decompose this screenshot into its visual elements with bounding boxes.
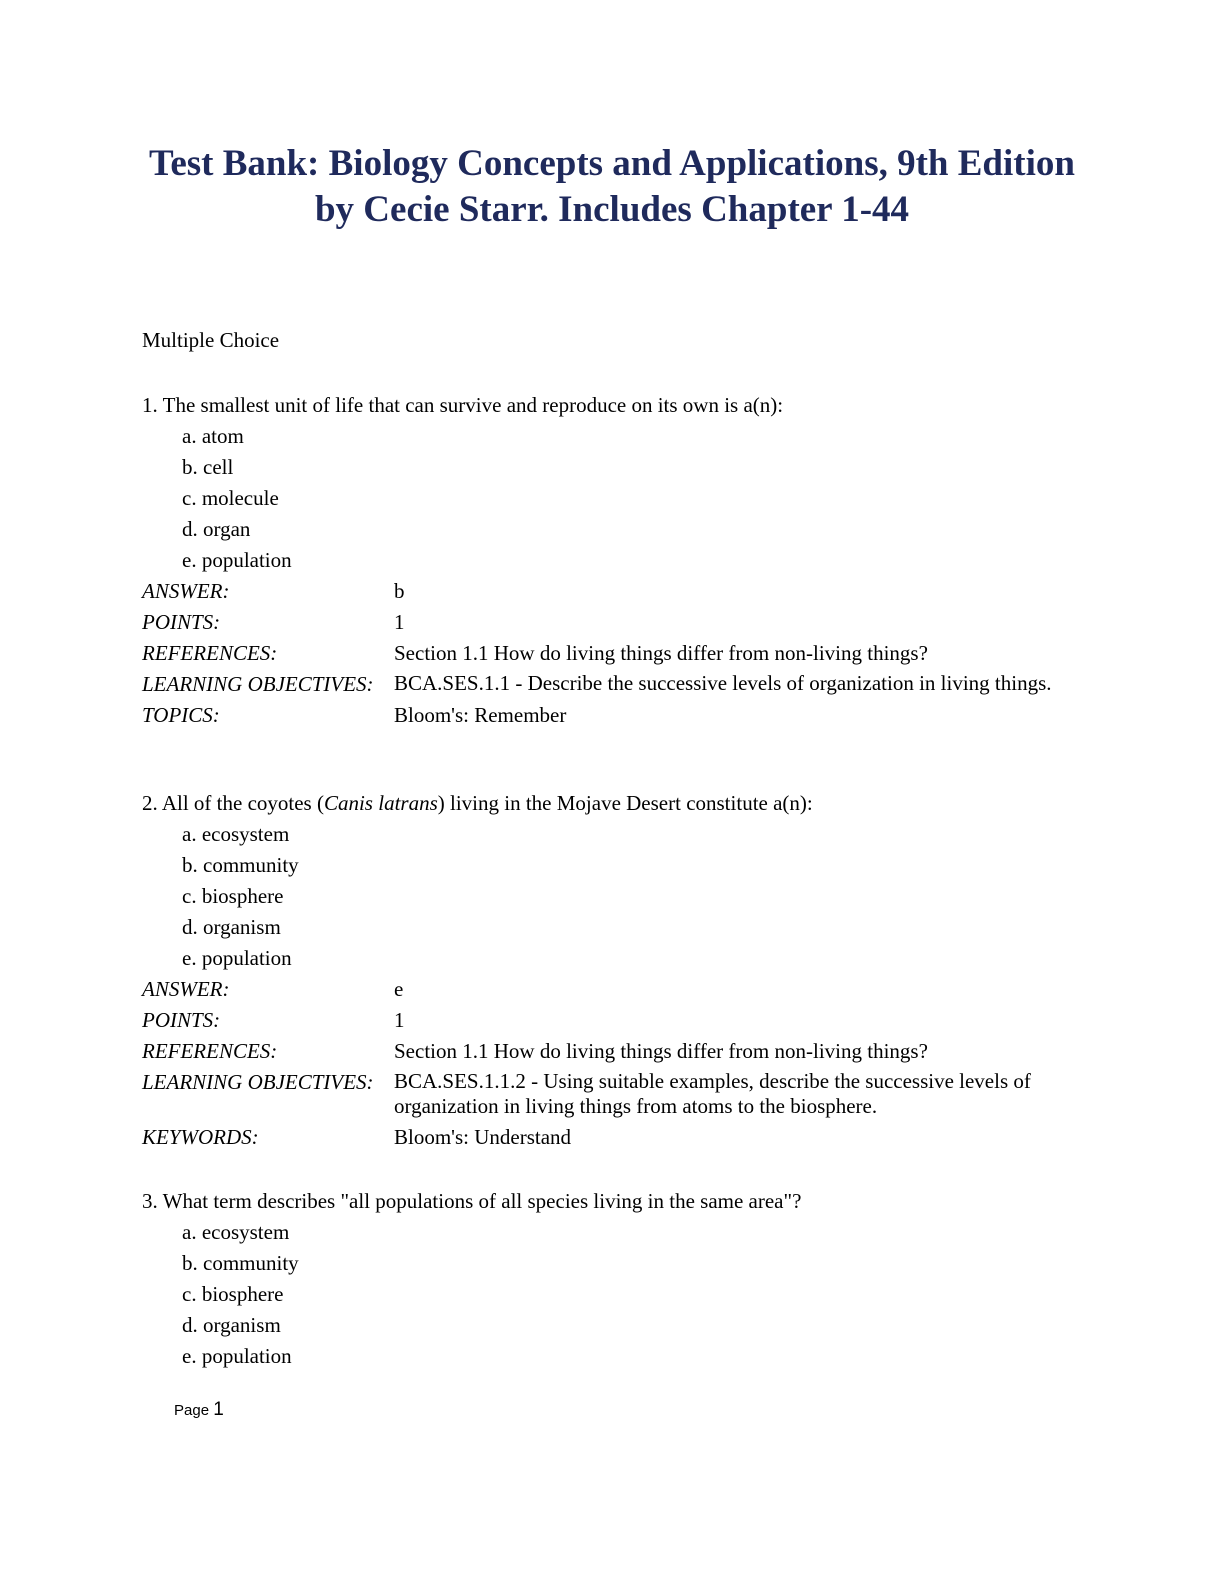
answer-value: b [394,579,405,603]
question-3-prompt: 3. What term describes "all populations of all species living in the same area"? [142,1189,802,1213]
learning-objectives-row [142,671,1082,697]
choice-c: c. biosphere [182,884,284,908]
answer-value: e [394,977,404,1001]
references-row [142,1038,1082,1064]
points-row [142,1007,1082,1033]
choice-b: b. community [182,1251,299,1275]
question-1-prompt: 1. The smallest unit of life that can survive and reproduce on its own is a(n): [142,393,784,417]
page-label: Page [174,1402,210,1419]
answer-row [142,976,1082,1002]
question-1-choices [142,423,1082,578]
question-3 [142,1188,1082,1374]
answer-label: ANSWER: [142,977,230,1001]
keywords-label: KEYWORDS: [142,1125,259,1149]
points-label: POINTS: [142,610,221,634]
learning-objectives-row [142,1069,1082,1119]
choice-d: d. organ [182,517,251,541]
learning-objectives-value: BCA.SES.1.1 - Describe the successive levels of organization in living things. [394,671,1052,695]
question-1-metadata [142,578,1082,728]
learning-objectives-label: LEARNING OBJECTIVES: [142,1070,374,1094]
page-number: 1 [213,1399,224,1420]
title-line-2: by Cecie Starr. Includes Chapter 1-44 [314,189,910,230]
choice-d: d. organism [182,915,281,939]
topics-value: Bloom's: Remember [394,703,567,727]
points-label: POINTS: [142,1008,221,1032]
question-2-prompt [142,790,1082,821]
keywords-value: Bloom's: Understand [394,1125,572,1149]
question-2 [142,790,1082,1155]
question-2-prompt-end: ) living in the Mojave Desert constitute a(n): [437,791,813,815]
answer-label: ANSWER: [142,579,230,603]
question-2-prompt-start: 2. All of the coyotes ( [142,791,324,815]
choice-a: a. ecosystem [182,1220,290,1244]
choice-e: e. population [182,548,292,572]
choice-a: a. ecosystem [182,822,290,846]
points-value: 1 [394,1008,405,1032]
learning-objectives-label: LEARNING OBJECTIVES: [142,672,374,696]
choice-a: a. atom [182,424,244,448]
choice-b: b. cell [182,455,234,479]
points-row [142,609,1082,635]
question-2-metadata [142,976,1082,1150]
section-heading: Multiple Choice [142,328,280,352]
question-1 [142,392,1082,733]
references-label: REFERENCES: [142,641,278,665]
answer-row [142,578,1082,604]
question-2-choices [142,821,1082,976]
keywords-row [142,1124,1082,1150]
page-footer [174,1398,224,1423]
choice-c: c. biosphere [182,1282,284,1306]
choice-c: c. molecule [182,486,279,510]
references-value: Section 1.1 How do living things differ from non-living things? [394,641,928,665]
references-row [142,640,1082,666]
choice-b: b. community [182,853,299,877]
choice-d: d. organism [182,1313,281,1337]
references-value: Section 1.1 How do living things differ from non-living things? [394,1039,928,1063]
topics-label: TOPICS: [142,703,220,727]
references-label: REFERENCES: [142,1039,278,1063]
choice-e: e. population [182,1344,292,1368]
question-2-prompt-species: Canis latrans [323,791,438,815]
question-3-choices [142,1219,1082,1374]
title-line-1: Test Bank: Biology Concepts and Applications, 9th Edition [149,143,1075,184]
choice-e: e. population [182,946,292,970]
topics-row [142,702,1082,728]
page-title [100,141,1124,233]
learning-objectives-value: BCA.SES.1.1.2 - Using suitable examples, describe the successive levels of organization in living things from atoms to the biosphere. [394,1069,1031,1118]
points-value: 1 [394,610,405,634]
